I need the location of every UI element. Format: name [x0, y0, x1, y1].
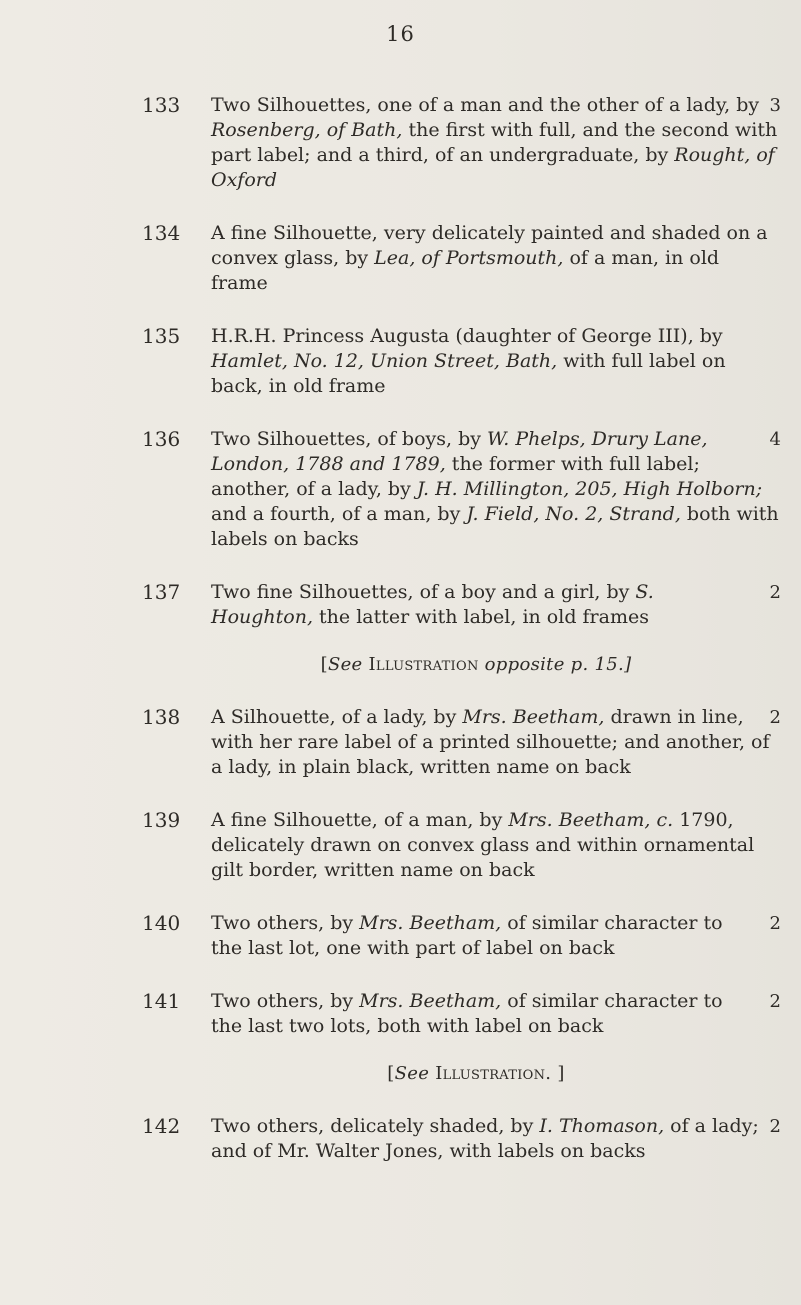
- lot-134: [0, 221, 801, 296]
- desc-part: H.R.H. Princess Augusta (daughter of George III), by: [211, 325, 723, 347]
- lot-description: [211, 989, 781, 1086]
- lot-quantity: 3: [769, 95, 781, 116]
- desc-part: of a man, in old frame: [211, 247, 720, 294]
- lot-number: 142: [142, 1114, 181, 1138]
- lot-quantity: 2: [769, 707, 781, 728]
- page-number: 16: [386, 22, 415, 46]
- desc-part-italic: Lea, of Portsmouth,: [374, 247, 564, 269]
- desc-part-italic: Hamlet, No. 12, Union Street, Bath,: [211, 350, 558, 372]
- lot-quantity: 2: [769, 913, 781, 934]
- lot-number: 137: [142, 580, 181, 604]
- desc-part: Two others, by: [211, 912, 360, 934]
- desc-part-italic: Rought, of Oxford: [211, 144, 775, 191]
- desc-part: drawn in line, with her rare label of a printed silhouette; and another, of a lady, in plain black, written name on back: [211, 706, 770, 778]
- desc-part: Two Silhouettes, one of a man and the other of a lady, by: [211, 94, 760, 116]
- lot-quantity: 2: [769, 1116, 781, 1137]
- desc-part-italic: I. Thomason,: [539, 1115, 665, 1137]
- see-page: opposite p. 15.]: [484, 654, 632, 675]
- lot-138: [0, 705, 801, 780]
- see-word: See: [394, 1063, 430, 1084]
- desc-part: Two others, delicately shaded, by: [211, 1115, 540, 1137]
- desc-part: and a fourth, of a man, by: [211, 503, 467, 525]
- lot-description: [211, 324, 781, 399]
- lot-quantity: 2: [769, 991, 781, 1012]
- lot-list: [0, 93, 801, 1192]
- desc-part-italic: Mrs. Beetham,: [462, 706, 605, 728]
- desc-part-italic: Mrs. Beetham,: [359, 990, 502, 1012]
- lot-number: 135: [142, 324, 181, 348]
- desc-part-italic: W. Phelps, Drury Lane, London, 1788 and 1789,: [211, 428, 708, 475]
- desc-part-italic: Mrs. Beetham,: [359, 912, 502, 934]
- lot-number: 134: [142, 221, 181, 245]
- lot-description: [211, 221, 781, 296]
- lot-description: [211, 427, 781, 552]
- lot-number: 140: [142, 911, 181, 935]
- lot-137: [0, 580, 801, 677]
- lot-number: 139: [142, 808, 181, 832]
- desc-part: Two Silhouettes, of boys, by: [211, 428, 488, 450]
- lot-135: [0, 324, 801, 399]
- lot-number: 136: [142, 427, 181, 451]
- illustration-label: Illustration.: [435, 1063, 552, 1084]
- lot-133: [0, 93, 801, 193]
- desc-part: both with labels on backs: [211, 503, 779, 550]
- lot-141: [0, 989, 801, 1086]
- lot-quantity: 2: [769, 582, 781, 603]
- desc-part: the first with full, and the second with part label; and a third, of an undergraduate, by: [211, 119, 778, 166]
- desc-part-italic: Rosenberg, of Bath,: [211, 119, 403, 141]
- lot-142: [0, 1114, 801, 1164]
- lot-description: [211, 1114, 781, 1164]
- lot-description: [211, 580, 781, 677]
- lot-number: 133: [142, 93, 181, 117]
- bracket-open: [: [387, 1063, 395, 1084]
- illustration-reference: [211, 652, 741, 677]
- lot-description: [211, 705, 781, 780]
- lot-number: 141: [142, 989, 181, 1013]
- desc-part: the former with full label; another, of a lady, by: [211, 453, 700, 500]
- desc-part-italic: J. H. Millington, 205, High Holborn;: [416, 478, 763, 500]
- desc-part-italic: S. Houghton,: [211, 581, 654, 628]
- lot-number: 138: [142, 705, 181, 729]
- illustration-reference: [211, 1061, 741, 1086]
- desc-part: A Silhouette, of a lady, by: [211, 706, 463, 728]
- desc-part: A fine Silhouette, of a man, by: [211, 809, 509, 831]
- desc-part: of similar character to the last two lots, both with label on back: [211, 990, 723, 1037]
- desc-part: Two fine Silhouettes, of a boy and a girl, by: [211, 581, 636, 603]
- desc-part-italic: Mrs. Beetham, c.: [508, 809, 674, 831]
- bracket-open: [: [320, 654, 328, 675]
- illustration-label: Illustration: [368, 654, 479, 675]
- desc-part: A fine Silhouette, very delicately painted and shaded on a convex glass, by: [211, 222, 768, 269]
- lot-136: [0, 427, 801, 552]
- desc-part-italic: J. Field, No. 2, Strand,: [466, 503, 681, 525]
- lot-140: [0, 911, 801, 961]
- see-word: See: [327, 654, 363, 675]
- lot-139: [0, 808, 801, 883]
- desc-part: the latter with label, in old frames: [313, 606, 649, 628]
- lot-quantity: 4: [769, 429, 781, 450]
- lot-description: [211, 93, 781, 193]
- lot-description: [211, 808, 781, 883]
- desc-part: Two others, by: [211, 990, 360, 1012]
- desc-part: with full label on back, in old frame: [211, 350, 726, 397]
- lot-description: [211, 911, 781, 961]
- desc-part: of a lady; and of Mr. Walter Jones, with labels on backs: [211, 1115, 759, 1162]
- desc-part: 1790, delicately drawn on convex glass and within ornamental gilt border, written name on back: [211, 809, 755, 881]
- bracket-close: ]: [557, 1063, 565, 1084]
- desc-part: of similar character to the last lot, one with part of label on back: [211, 912, 723, 959]
